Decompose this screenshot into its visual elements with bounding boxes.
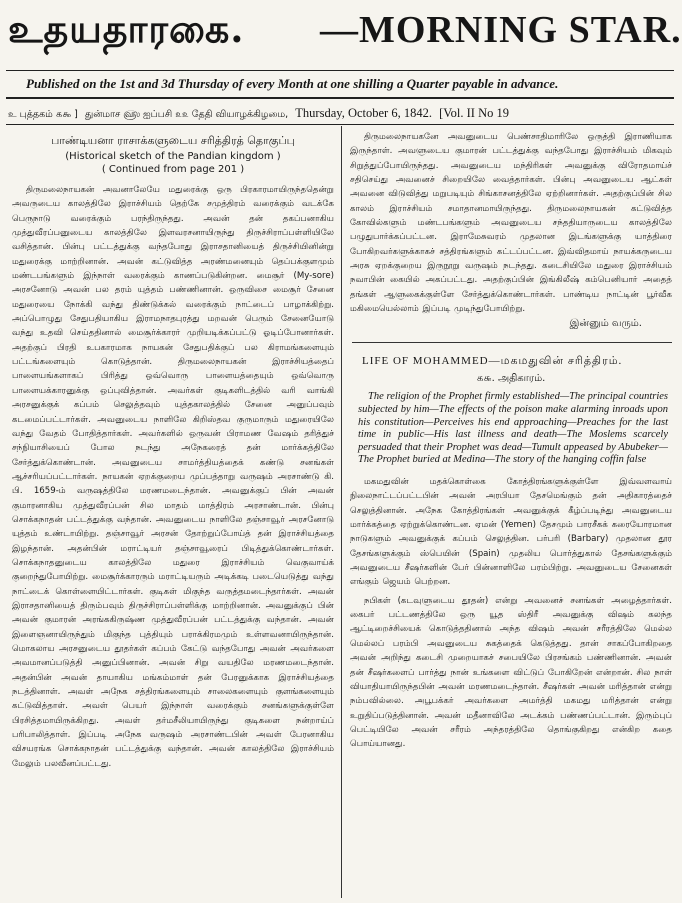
left-article-subtitle: (Historical sketch of the Pandian kingdom ) (65, 151, 281, 162)
left-column (12, 130, 334, 895)
right-column (350, 130, 672, 895)
to-be-continued: இன்னும் வரும். (569, 318, 642, 330)
masthead-rule (6, 70, 674, 71)
tagline-rule (6, 97, 674, 99)
chapter-summary: The religion of the Prophet firmly established—The principal countries subjected by him—The effects of the poison make alarming inroads upon his constitution—Perceives his end approaching—Preaches for the last time in public—His last illness and death—The Moslems scarcely persuaded that their Prophet was dead—Tumult appeased by Abubeker—The Prophet buried at Medina—The story of the hanging coffin false (358, 391, 668, 466)
dateline-english-date: Thursday, October 6, 1842. (295, 106, 432, 120)
right-top-paragraph: திருமலைநாயகனே அவனுடைய பெண்சாதிமாரிலே ஒருத்தி இராணியாக இருந்தாள். அவளுடைய குமாரன் பட்டத்துக்கு வந்தபோது இராச்சியம் மிகவும் சிறுத்துப்போயிருந்தது. அவனுடைய மந்திரிகள் அவனுக்கு விரோதமாய்ச் சதிசெய்து அவனைச் சிறையிலே வைத்தார்கள். பின்பு அவனுடைய ஆட்கள் அவனை விடுவித்து மறுபடியும் சிங்காசனத்திலே ஏற்றினார்கள். அதற்குப்பின் சில காலம் இராச்சியம் சமாதானமாயிருந்தது. திருமலைநாயகன் கட்டுவித்த கோவில்களும் மண்டபங்களும் அவனுடைய சந்ததியாருடைய காலத்திலே பழுதுபார்க்கப்பட்டன. இராமேசுவரம் முதலான இடங்களுக்கு யாத்திரை போகிறவர்களுக்காகச் சத்திரங்களும் கட்டப்பட்டன. இவ்விதமாய் நாயக்கருடைய அரசு ஏறக்குறைய இருநூறு வருஷம் நடந்தது. கடைசியிலே மதுரை இராச்சியம் நவாபின் கையில் அகப்பட்டது. அதற்குப்பின் இங்கிலீஷ் கம்பெனியார் அதைத் தங்கள் ஆளுகைக்குள்ளே சேர்த்துக்கொண்டார்கள். பாண்டிய நாட்டின் பூர்வீக மகிமையெல்லாம் இப்படி முடிந்துபோயிற்று. (350, 132, 672, 315)
right-paragraph-2: நபிகள் (கடவுளுடைய தூதன்) என்று அவனைச் சனங்கள் அழைத்தார்கள். கைபர் பட்டணத்திலே ஒரு யூத ஸ்திரீ அவனுக்கு விஷம் கலந்த ஆட்டிறைச்சியைக் கொடுத்ததினால் அந்த விஷம் அவன் சரீரத்திலே மெல்ல மெல்லப் பரம்பி அவனுடைய சுகத்தைக் கெடுத்தது. தான் சாகப்போகிறதை அவன் அறிந்து கடைசி முறையாகச் சபையிலே பிரசங்கம் பண்ணினான். அவன் தன் சீஷர்களைப் பார்த்து நான் உங்களை விட்டுப் போகிறேன் என்றான். சில நாள் வியாதியாயிருந்தபின் அவன் மரணமடைந்தான். சீஷர்கள் அவன் மரித்தான் என்று நம்பவில்லை. அபூபக்கர் அவர்களை அமர்த்தி மகமது மரித்தான் என்று உறுதிப்படுத்தினான். அவன் மதீனாவிலே அடக்கம் பண்ணப்பட்டான். இரும்புப் பெட்டியிலே அவன் சரீரம் அந்தரத்திலே தொங்குகிறது என்கிற கதை பொய்யானது. (350, 595, 672, 750)
masthead-tamil-title: உதயதாரகை. (8, 6, 245, 51)
dateline-tamil-date: துன்மாச ௵ ஐப்பசி ௨௨ தேதி வியாழக்கிழமை, (84, 109, 289, 120)
masthead-dash: — (320, 9, 359, 51)
dateline-volume: [Vol. II No 19 (439, 106, 509, 120)
life-of-mohammed-title: LIFE OF MOHAMMED—மகமதுவின் சரித்திரம். (362, 355, 623, 368)
dateline-tamil-prefix: உ புத்தகம் ௧௯ ] (8, 109, 78, 120)
masthead-english-text: MORNING STAR. (359, 9, 682, 51)
dateline-rule (6, 124, 674, 125)
article-divider (352, 342, 672, 343)
dateline (8, 106, 674, 121)
left-article-title: பாண்டியனா ராசாக்களுடைய சரித்திரத் தொகுப்பு (51, 134, 295, 147)
masthead-english-title (320, 8, 682, 52)
column-divider (341, 126, 342, 898)
masthead (8, 6, 682, 72)
right-paragraph-1: மகமதுவின் மதக்கொள்கை கோத்திரங்களுக்குள்ளே இவ்வளவாய் நிலைநாட்டப்பட்டபின் அவன் அரபியா தேசமெங்கும் தன் அதிகாரத்தைச் செலுத்தினான். அநேக கோத்திரங்கள் அவனுக்குக் கீழ்ப்படிந்து அவனுடைய மார்க்கத்தை ஏற்றுக்கொண்டன. ஏமன் (Yemen) தேசமும் பாரசீகக் கரையோரமான நாடுகளும் அவனுக்குக் கப்பம் செலுத்தின. பர்பரி (Barbary) முதலான தூர தேசங்களுக்கும் ஸ்பெயின் (Spain) முதலிய பொர்த்துகால் தேசங்களுக்கும் அவனுடைய சீஷர்களின் பேர் பின்னாளிலே பரம்பிற்று. அவனுடைய சேனைகள் எங்கும் ஜெயம் பெற்றன. (350, 477, 672, 588)
chapter-heading: ௧௬. அதிகாரம். (476, 373, 546, 385)
left-article-paragraph: திருமலைநாயகன் அவனாலேயே மதுரைக்கு ஒரு பிரகாரமாயிருந்ததென்று அவருடைய காலத்திலே இராச்சியம் தெற்கே சமுத்திரம் வரைக்கும் வடக்கே பெருநாடு வரைக்கும் பரந்திருந்தது. அவன் தன் தகப்பனாகிய முத்துவீரப்பனுடைய காலத்திலே இளவரசனாயிருந்து திருச்சிராப்பள்ளியிலே வசித்தான். பின்பு பட்டத்துக்கு வந்தபோது இராசதானியைத் திருச்சியினின்று மதுரைக்கு மாற்றினான். அவன் கட்டுவித்த அரண்மனையும் தெப்பக்குளமும் மண்டபங்களும் இந்நாள் வரைக்கும் காணப்படுகின்றன. மைசூர் (My-sore) அரசனோடு அவன் பல தரம் யுத்தம் பண்ணினான். ஒருவிசை மைசூர் சேனை மதுரையை நோக்கி வந்து திண்டுக்கல் வரைக்கும் நாட்டைப் பாழாக்கிற்று. அப்பொழுது சேதுபதியாகிய இராமநாதபுரத்து மறவன் பெரும் சேனையோடு வந்து உதவி செய்ததினால் மைசூர்க்காரர் முறியடிக்கப்பட்டு ஓடிப்போனார்கள். அதற்குப் பிரதி உபகாரமாக நாயகன் சேதுபதிக்குப் பல கிராமங்களையும் பட்டங்களையும் கொடுத்தான். திருமலைநாயகன் இராச்சியத்தைப் பாளையங்களாகப் பிரித்து ஒவ்வொரு பாளையத்தையும் ஒவ்வொரு பாளையக்காரனுக்கு ஒப்புவித்தான். அவர்கள் குடிகளிடத்தில் வரி வாங்கி அரசனுக்குக் கப்பம் செலுத்தவும் யுத்தகாலத்தில் சேனை அனுப்பவும் கடமைப்பட்டார்கள். அவனுடைய நாளிலே கிறிஸ்தவ குருமாரும் மதுரையிலே வந்து வேதம் போதித்தார்கள். அவர்களில் ஒருவன் பிராமண வேஷம் தரித்துச் சந்நியாசியைப் போல நடந்து அநேகரைத் தன் மார்க்கத்திலே சேர்த்துக்கொண்டான். அவனுடைய சாமர்த்தியத்தைக் கண்டு சனங்கள் ஆச்சரியப்பட்டார்கள். நாயகன் ஏறக்குறைய முப்பத்தாறு வருஷம் அரசாண்டு கி. பி. 1659-ம் வருஷத்திலே மரணமடைந்தான். அவனுக்குப் பின் அவன் குமாரனாகிய முத்துவீரப்பன் சில மாதம் மாத்திரம் அரசாண்டான். பின்பு சொக்கநாதன் பட்டத்துக்கு வந்தான். அவனுடைய நாளிலே தஞ்சாவூர் அரசனோடு யுத்தம் உண்டாயிற்று. தஞ்சாவூர் அரசன் தோற்றுப்போய்த் தன் இராச்சியத்தை இழந்தான். அதன்பின் மராட்டியர் தஞ்சாவூரைப் பிடித்துக்கொண்டார்கள். சொக்கநாதனுடைய காலத்திலே மதுரை இராச்சியம் வெகுவாய்க் குறைந்துபோயிற்று. மைசூர்க்காரரும் மராட்டியரும் அடிக்கடி படையெடுத்து வந்து நாட்டைக் கொள்ளையிட்டார்கள். குடிகள் மிகுந்த வருத்தமடைந்தார்கள். அவன் இராசதானியைத் திரும்பவும் திருச்சிராப்பள்ளிக்கு மாற்றினான். அவனுக்குப் பின் அவன் குமாரன் அரங்ககிருஷ்ண முத்துவீரப்பன் பட்டத்துக்கு வந்தான். அவன் இளைஞனாயிருந்தும் மிகுந்த புத்தியும் பராக்கிரமமும் உள்ளவனாயிருந்தான். மொகலாய அரசனுடைய தூதர்கள் கப்பம் கேட்டு வந்தபோது அவன் அவர்களை அவமானப்படுத்தி அனுப்பினான். அவன் சிறு வயதிலே மரணமடைந்தான். அதன்பின் அவன் தாயாகிய மங்கம்மாள் தன் பேரனுக்காக இராச்சியத்தை நடத்தினாள். அவள் அநேக சத்திரங்களையும் சாலைகளையும் குளங்களையும் கட்டுவித்தாள். அவள் பெயர் இந்நாள் வரைக்கும் சனங்களுக்குள்ளே பிரசித்தமாயிருக்கிறது. அவள் தர்மசீலியாயிருந்து குடிகளை நன்றாய்ப் பரிபாலித்தாள். இப்படி அநேக வருஷம் அரசாண்டபின் அவள் பேரனாகிய விசயரங்க சொக்கநாதன் பட்டத்துக்கு வந்தான். அவன் காலத்திலே இராச்சியம் மேலும் பலவீனப்பட்டது. (12, 185, 334, 769)
tagline: Published on the 1st and 3d Thursday of every Month at one shilling a Quarter payable in advance. (26, 76, 559, 91)
left-article-continued: ( Continued from page 201 ) (101, 164, 245, 175)
